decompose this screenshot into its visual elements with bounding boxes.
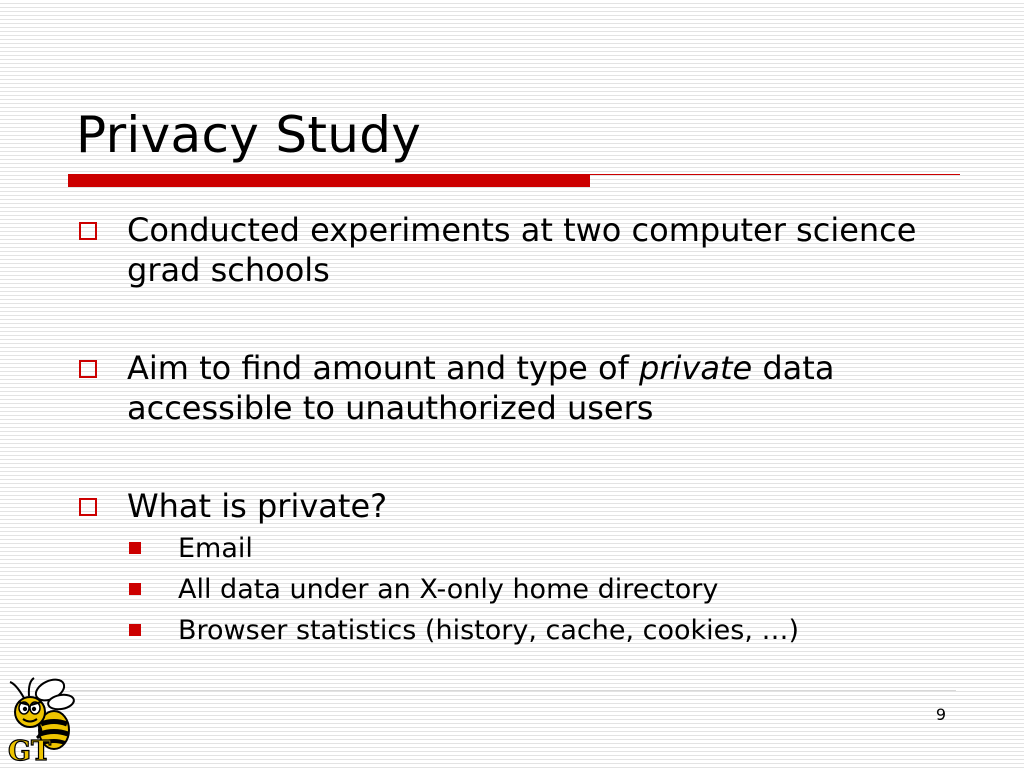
bullet-text — [127, 349, 834, 427]
sub-bullet-item — [129, 569, 966, 610]
title-underline-thick — [68, 174, 590, 187]
bullet-text: Conducted experiments at two computer science grad schools — [127, 211, 917, 289]
hollow-square-bullet-icon — [79, 360, 97, 378]
bullet-item — [76, 348, 966, 428]
footer-rule — [70, 690, 956, 691]
title-underline — [68, 174, 960, 188]
bullet-text-emphasis: private — [639, 349, 753, 387]
filled-square-bullet-icon — [129, 583, 141, 595]
logo-text: GT — [8, 736, 52, 764]
title-underline-thin — [590, 174, 960, 175]
filled-square-bullet-icon — [129, 624, 141, 636]
page-number: 9 — [935, 705, 946, 724]
sub-bullet-list — [127, 528, 966, 651]
sub-bullet-item — [129, 528, 966, 569]
sub-bullet-text: All data under an X-only home directory — [178, 574, 719, 605]
bullet-item — [76, 210, 966, 290]
bullet-list — [76, 210, 966, 651]
bullet-text: What is private? — [127, 487, 388, 525]
hollow-square-bullet-icon — [79, 222, 97, 240]
sub-bullet-text: Email — [178, 533, 253, 564]
bullet-text-start: Aim to find amount and type of — [127, 349, 640, 387]
sub-bullet-text: Browser statistics (history, cache, cookies, …) — [178, 615, 800, 646]
filled-square-bullet-icon — [129, 542, 141, 554]
bullet-item — [76, 486, 966, 651]
yellow-jacket-logo-icon — [4, 676, 80, 764]
slide-title: Privacy Study — [76, 106, 422, 164]
sub-bullet-item — [129, 610, 966, 651]
hollow-square-bullet-icon — [79, 498, 97, 516]
bullet-text-end: data accessible to unauthorized users — [127, 349, 835, 427]
